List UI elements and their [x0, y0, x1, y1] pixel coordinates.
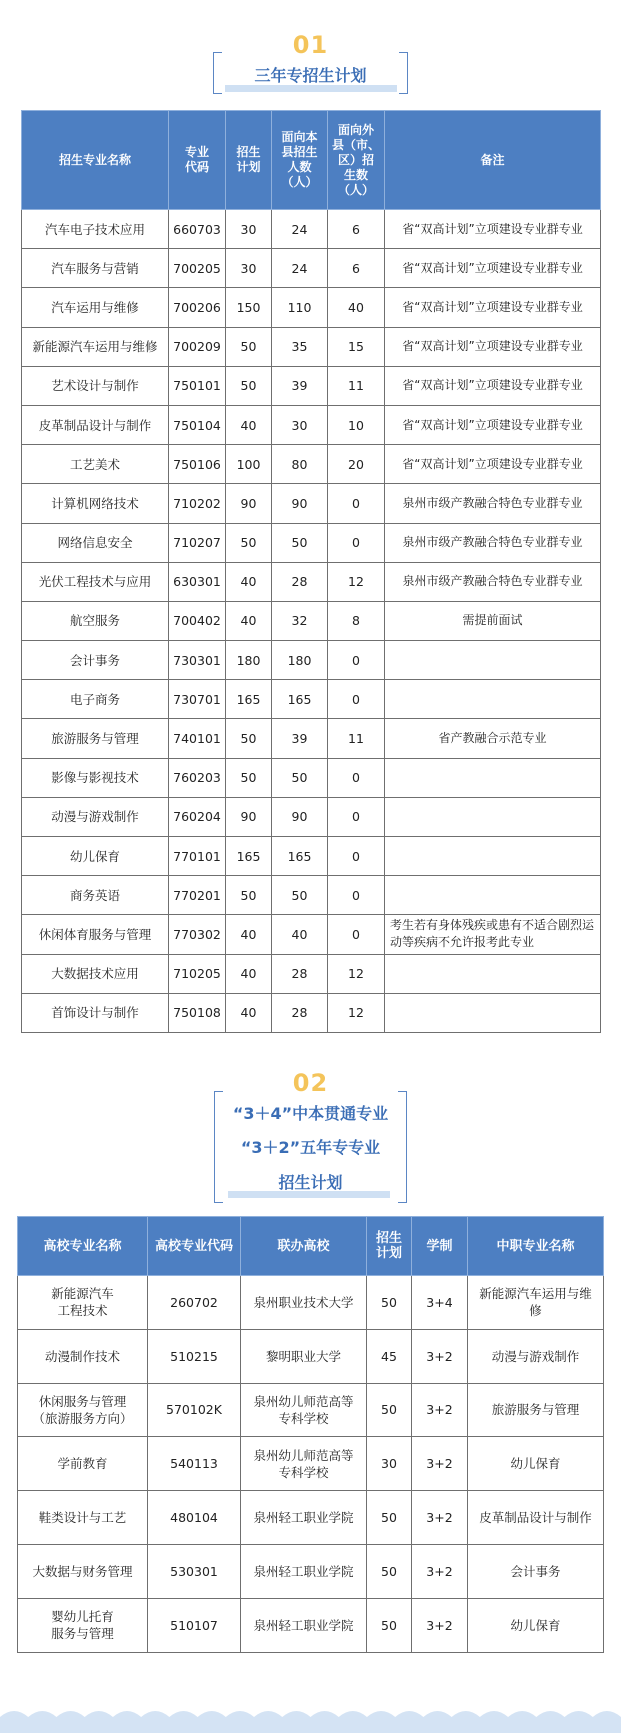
cell-outside-count: 11: [328, 719, 385, 758]
cell-college-major: 动漫制作技术: [18, 1329, 148, 1383]
cell-enroll-plan: 165: [226, 837, 272, 876]
cell-outside-count: 0: [328, 523, 385, 562]
table-row: [22, 523, 601, 562]
cell-local-count: 24: [272, 210, 328, 249]
cell-major-name: 光伏工程技术与应用: [22, 562, 169, 601]
cell-outside-count: 6: [328, 210, 385, 249]
cell-enroll-plan: 50: [367, 1598, 412, 1652]
cell-local-count: 39: [272, 366, 328, 405]
section2-title-line-2: “3＋2”五年专专业: [240, 1138, 381, 1157]
cell-college-major: 婴幼儿托育 服务与管理: [18, 1598, 148, 1652]
column-header-major-code: 专业 代码: [169, 111, 226, 210]
cell-remark: 泉州市级产教融合特色专业群专业: [385, 523, 601, 562]
cell-major-code: 770101: [169, 837, 226, 876]
cell-major-code: 710207: [169, 523, 226, 562]
cell-major-name: 工艺美术: [22, 445, 169, 484]
cell-partner-college: 泉州幼儿师范高等 专科学校: [241, 1383, 367, 1437]
cell-enroll-plan: 50: [226, 876, 272, 915]
cell-major-code: 760203: [169, 758, 226, 797]
table-header-row: [22, 111, 601, 210]
cell-college-major: 大数据与财务管理: [18, 1544, 148, 1598]
cell-major-code: 770302: [169, 915, 226, 954]
cell-remark: 考生若有身体残疾或患有不适合剧烈运动等疾病不允许报考此专业: [385, 915, 601, 954]
cell-major-name: 影像与影视技术: [22, 758, 169, 797]
cell-enroll-plan: 90: [226, 484, 272, 523]
cell-duration: 3+2: [412, 1544, 468, 1598]
cell-major-name: 汽车电子技术应用: [22, 210, 169, 249]
cell-major-code: 700206: [169, 288, 226, 327]
table-row: [22, 797, 601, 836]
table-row: [22, 876, 601, 915]
cell-enroll-plan: 40: [226, 562, 272, 601]
table-row: [22, 327, 601, 366]
cell-major-name: 幼儿保育: [22, 837, 169, 876]
cell-outside-count: 12: [328, 954, 385, 993]
cell-local-count: 50: [272, 876, 328, 915]
table-row: [18, 1598, 604, 1652]
cell-major-code: 750108: [169, 993, 226, 1032]
column-header-college-major: 高校专业名称: [18, 1217, 148, 1276]
cell-major-code: 630301: [169, 562, 226, 601]
section2-title-line-1: “3＋4”中本贯通专业: [232, 1104, 389, 1123]
cell-major-code: 750104: [169, 405, 226, 444]
cell-local-count: 180: [272, 641, 328, 680]
table-row: [22, 954, 601, 993]
cell-enroll-plan: 50: [367, 1383, 412, 1437]
cell-local-count: 90: [272, 484, 328, 523]
cell-major-name: 网络信息安全: [22, 523, 169, 562]
cell-partner-college: 泉州轻工职业学院: [241, 1598, 367, 1652]
cell-local-count: 35: [272, 327, 328, 366]
column-header-major-name: 招生专业名称: [22, 111, 169, 210]
table-row: [18, 1329, 604, 1383]
cell-major-name: 计算机网络技术: [22, 484, 169, 523]
cell-duration: 3+2: [412, 1598, 468, 1652]
cell-local-count: 40: [272, 915, 328, 954]
cell-duration: 3+2: [412, 1437, 468, 1491]
cell-major-name: 航空服务: [22, 601, 169, 640]
cell-remark: 省“双高计划”立项建设专业群专业: [385, 445, 601, 484]
cell-major-code: 710202: [169, 484, 226, 523]
cell-local-count: 110: [272, 288, 328, 327]
section2-number: 02: [292, 1069, 329, 1097]
table-row: [22, 366, 601, 405]
cell-enroll-plan: 50: [226, 523, 272, 562]
cell-enroll-plan: 50: [226, 719, 272, 758]
cell-major-name: 皮革制品设计与制作: [22, 405, 169, 444]
column-header-remark: 备注: [385, 111, 601, 210]
cell-major-name: 大数据技术应用: [22, 954, 169, 993]
cell-enroll-plan: 50: [367, 1544, 412, 1598]
table-row: [22, 484, 601, 523]
table-row: [22, 641, 601, 680]
cell-major-name: 会计事务: [22, 641, 169, 680]
cell-outside-count: 0: [328, 915, 385, 954]
cell-major-name: 新能源汽车运用与维修: [22, 327, 169, 366]
table-row: [22, 445, 601, 484]
cell-local-count: 28: [272, 562, 328, 601]
cell-remark: [385, 680, 601, 719]
cell-outside-count: 10: [328, 405, 385, 444]
cell-remark: 省“双高计划”立项建设专业群专业: [385, 249, 601, 288]
cell-major-name: 动漫与游戏制作: [22, 797, 169, 836]
cell-outside-count: 8: [328, 601, 385, 640]
table-row: [22, 758, 601, 797]
cell-outside-count: 0: [328, 797, 385, 836]
cell-enroll-plan: 165: [226, 680, 272, 719]
cell-local-count: 28: [272, 954, 328, 993]
cell-remark: 省“双高计划”立项建设专业群专业: [385, 366, 601, 405]
section1-number: 01: [292, 31, 329, 59]
cell-major-name: 电子商务: [22, 680, 169, 719]
joint-program-table: [17, 1216, 604, 1653]
section1-title: 三年专招生计划: [254, 66, 367, 85]
table-row: [18, 1276, 604, 1330]
cell-vocational-major: 会计事务: [468, 1544, 604, 1598]
cell-enroll-plan: 180: [226, 641, 272, 680]
table-row: [22, 915, 601, 954]
cell-local-count: 32: [272, 601, 328, 640]
cell-major-code: 730701: [169, 680, 226, 719]
cell-major-code: 660703: [169, 210, 226, 249]
table-row: [22, 288, 601, 327]
table-row: [22, 993, 601, 1032]
table-header-row: [18, 1217, 604, 1276]
cell-remark: [385, 641, 601, 680]
cell-college-code: 260702: [148, 1276, 241, 1330]
cell-major-code: 750106: [169, 445, 226, 484]
cell-outside-count: 12: [328, 993, 385, 1032]
cell-outside-count: 12: [328, 562, 385, 601]
column-header-duration: 学制: [412, 1217, 468, 1276]
table-row: [22, 837, 601, 876]
cell-college-major: 学前教育: [18, 1437, 148, 1491]
cell-local-count: 28: [272, 993, 328, 1032]
cell-local-count: 30: [272, 405, 328, 444]
cell-outside-count: 15: [328, 327, 385, 366]
cell-enroll-plan: 40: [226, 915, 272, 954]
cell-enroll-plan: 30: [226, 210, 272, 249]
cell-local-count: 50: [272, 758, 328, 797]
cell-college-code: 510215: [148, 1329, 241, 1383]
cell-remark: [385, 797, 601, 836]
column-header-local-count: 面向本 县招生 人数 （人）: [272, 111, 328, 210]
cell-remark: [385, 758, 601, 797]
cell-major-code: 700402: [169, 601, 226, 640]
cell-enroll-plan: 40: [226, 993, 272, 1032]
cell-enroll-plan: 50: [226, 758, 272, 797]
table-row: [22, 680, 601, 719]
cell-enroll-plan: 50: [367, 1491, 412, 1545]
cell-duration: 3+2: [412, 1491, 468, 1545]
cell-remark: 省“双高计划”立项建设专业群专业: [385, 327, 601, 366]
cell-college-major: 休闲服务与管理 （旅游服务方向）: [18, 1383, 148, 1437]
cell-major-name: 汽车服务与营销: [22, 249, 169, 288]
cell-college-code: 540113: [148, 1437, 241, 1491]
cell-duration: 3+4: [412, 1276, 468, 1330]
cell-major-code: 770201: [169, 876, 226, 915]
cell-local-count: 165: [272, 837, 328, 876]
cell-remark: 泉州市级产教融合特色专业群专业: [385, 562, 601, 601]
cell-enroll-plan: 100: [226, 445, 272, 484]
cell-partner-college: 泉州幼儿师范高等 专科学校: [241, 1437, 367, 1491]
cell-remark: 省“双高计划”立项建设专业群专业: [385, 210, 601, 249]
cell-major-code: 700209: [169, 327, 226, 366]
cell-partner-college: 泉州轻工职业学院: [241, 1491, 367, 1545]
cell-local-count: 165: [272, 680, 328, 719]
column-header-enroll-plan: 招生 计划: [226, 111, 272, 210]
cell-local-count: 39: [272, 719, 328, 758]
cell-major-name: 休闲体育服务与管理: [22, 915, 169, 954]
cell-outside-count: 40: [328, 288, 385, 327]
cell-major-name: 艺术设计与制作: [22, 366, 169, 405]
section2-title-line-3: 招生计划: [278, 1173, 343, 1192]
cell-duration: 3+2: [412, 1383, 468, 1437]
cell-outside-count: 11: [328, 366, 385, 405]
cell-enroll-plan: 90: [226, 797, 272, 836]
cell-local-count: 90: [272, 797, 328, 836]
cell-outside-count: 0: [328, 484, 385, 523]
cell-vocational-major: 皮革制品设计与制作: [468, 1491, 604, 1545]
cell-outside-count: 0: [328, 758, 385, 797]
cell-major-name: 汽车运用与维修: [22, 288, 169, 327]
cell-major-code: 730301: [169, 641, 226, 680]
cell-enroll-plan: 40: [226, 954, 272, 993]
cell-major-name: 首饰设计与制作: [22, 993, 169, 1032]
title-underline: [225, 85, 397, 92]
cell-college-major: 新能源汽车 工程技术: [18, 1276, 148, 1330]
table-row: [18, 1383, 604, 1437]
cell-enroll-plan: 50: [226, 327, 272, 366]
column-header-outside-count: 面向外 县（市、 区）招 生数 （人）: [328, 111, 385, 210]
cell-enroll-plan: 40: [226, 601, 272, 640]
cell-college-code: 530301: [148, 1544, 241, 1598]
table-row: [22, 210, 601, 249]
cell-major-name: 商务英语: [22, 876, 169, 915]
cell-partner-college: 泉州职业技术大学: [241, 1276, 367, 1330]
cell-remark: [385, 954, 601, 993]
cell-college-major: 鞋类设计与工艺: [18, 1491, 148, 1545]
cell-duration: 3+2: [412, 1329, 468, 1383]
table-row: [22, 562, 601, 601]
cell-major-name: 旅游服务与管理: [22, 719, 169, 758]
cell-enroll-plan: 30: [367, 1437, 412, 1491]
cell-enroll-plan: 45: [367, 1329, 412, 1383]
cell-remark: 泉州市级产教融合特色专业群专业: [385, 484, 601, 523]
cell-vocational-major: 新能源汽车运用与维 修: [468, 1276, 604, 1330]
cell-outside-count: 20: [328, 445, 385, 484]
cell-partner-college: 泉州轻工职业学院: [241, 1544, 367, 1598]
cell-vocational-major: 幼儿保育: [468, 1598, 604, 1652]
cell-major-code: 700205: [169, 249, 226, 288]
cell-vocational-major: 幼儿保育: [468, 1437, 604, 1491]
cell-major-code: 710205: [169, 954, 226, 993]
cell-outside-count: 0: [328, 837, 385, 876]
cell-remark: 需提前面试: [385, 601, 601, 640]
cell-major-code: 750101: [169, 366, 226, 405]
cell-remark: [385, 993, 601, 1032]
cell-college-code: 570102K: [148, 1383, 241, 1437]
cell-enroll-plan: 50: [367, 1276, 412, 1330]
table-row: [18, 1491, 604, 1545]
cell-enroll-plan: 150: [226, 288, 272, 327]
cell-local-count: 50: [272, 523, 328, 562]
table-row: [18, 1544, 604, 1598]
column-header-vocational-major: 中职专业名称: [468, 1217, 604, 1276]
wave-decoration: [0, 1703, 621, 1733]
table-row: [18, 1437, 604, 1491]
cell-enroll-plan: 40: [226, 405, 272, 444]
cell-enroll-plan: 50: [226, 366, 272, 405]
column-header-partner-college: 联办高校: [241, 1217, 367, 1276]
cell-major-code: 760204: [169, 797, 226, 836]
cell-vocational-major: 旅游服务与管理: [468, 1383, 604, 1437]
cell-partner-college: 黎明职业大学: [241, 1329, 367, 1383]
column-header-enroll-plan: 招生 计划: [367, 1217, 412, 1276]
cell-college-code: 510107: [148, 1598, 241, 1652]
cell-outside-count: 6: [328, 249, 385, 288]
cell-remark: [385, 837, 601, 876]
column-header-college-code: 高校专业代码: [148, 1217, 241, 1276]
cell-outside-count: 0: [328, 641, 385, 680]
table-row: [22, 719, 601, 758]
cell-enroll-plan: 30: [226, 249, 272, 288]
cell-local-count: 80: [272, 445, 328, 484]
cell-local-count: 24: [272, 249, 328, 288]
table-row: [22, 601, 601, 640]
cell-remark: 省“双高计划”立项建设专业群专业: [385, 405, 601, 444]
cell-outside-count: 0: [328, 876, 385, 915]
cell-remark: [385, 876, 601, 915]
cell-college-code: 480104: [148, 1491, 241, 1545]
cell-vocational-major: 动漫与游戏制作: [468, 1329, 604, 1383]
cell-remark: 省“双高计划”立项建设专业群专业: [385, 288, 601, 327]
cell-outside-count: 0: [328, 680, 385, 719]
table-row: [22, 249, 601, 288]
three-year-plan-table: [21, 110, 601, 1033]
table-row: [22, 405, 601, 444]
cell-remark: 省产教融合示范专业: [385, 719, 601, 758]
cell-major-code: 740101: [169, 719, 226, 758]
